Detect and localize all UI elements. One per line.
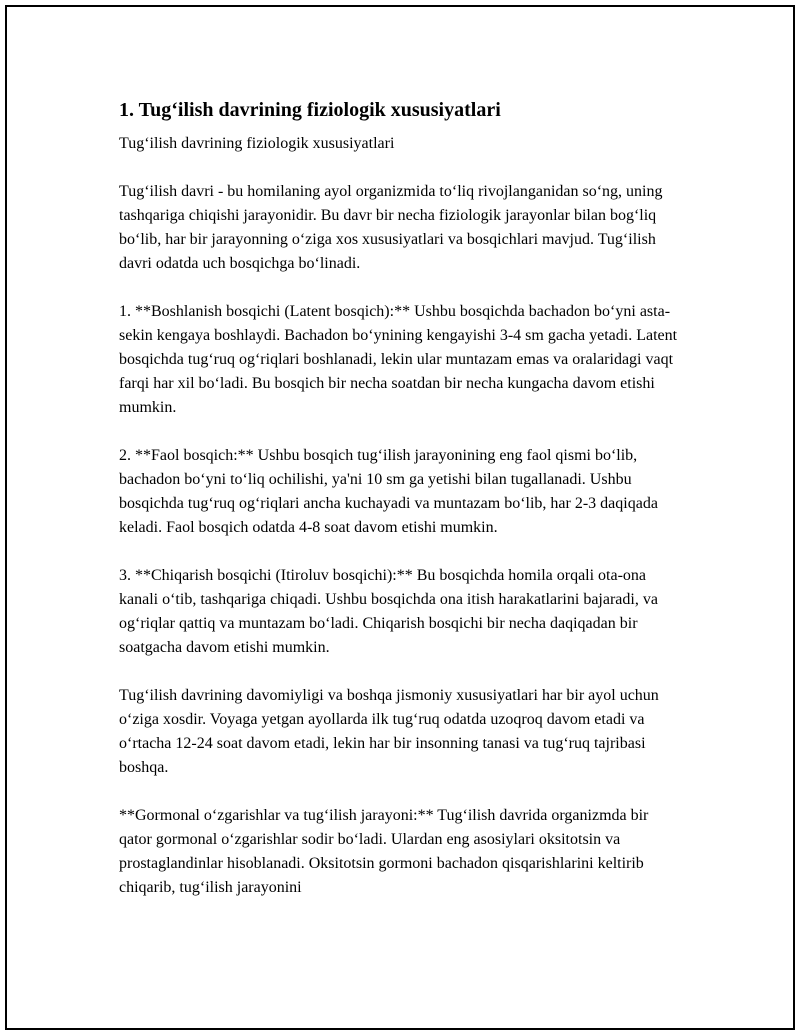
paragraph-duration: Tug‘ilish davrining davomiyligi va boshqa jismoniy xususiyatlari har bir ayol uchun o‘ziga xosdir. Voyaga yetgan ayollarda ilk tug‘ruq odatda uzoqroq davom etadi va o‘rtacha 12-24 soat davom etadi, lekin har bir insonning tanasi va tug‘ruq tajribasi boshqa.	[119, 687, 659, 776]
paragraph-active-stage: 2. **Faol bosqich:** Ushbu bosqich tug‘ilish jarayonining eng faol qismi bo‘lib, bachadon bo‘yni to‘liq ochilishi, ya'ni 10 sm ga yetishi bilan tugallanadi. Ushbu bosqichda tug‘ruq og‘riqlari ancha kuchayadi va muntazam bo‘lib, har 2-3 daqiqada keladi. Faol bosqich odatda 4-8 soat davom etishi mumkin.	[119, 447, 658, 536]
page-frame	[5, 5, 795, 1030]
document-body	[119, 96, 685, 900]
paragraph-intro: Tug‘ilish davri - bu homilaning ayol organizmida to‘liq rivojlanganidan so‘ng, uning tashqariga chiqishi jarayonidir. Bu davr bir necha fiziologik jarayonlar bilan bog‘liq bo‘lib, har bir jarayonning o‘ziga xos xususiyatlari va bosqichlari mavjud. Tug‘ilish davri odatda uch bosqichga bo‘linadi.	[119, 183, 663, 272]
paragraph-latent-stage: 1. **Boshlanish bosqichi (Latent bosqich):** Ushbu bosqichda bachadon bo‘yni asta-sekin kengaya boshlaydi. Bachadon bo‘ynining kengayishi 3-4 sm gacha yetadi. Latent bosqichda tug‘ruq og‘riqlari boshlanadi, lekin ular muntazam emas va oralaridagi vaqt farqi har xil bo‘ladi. Bu bosqich bir necha soatdan bir necha kungacha davom etishi mumkin.	[119, 303, 678, 416]
paragraph-hormonal-changes: **Gormonal o‘zgarishlar va tug‘ilish jarayoni:** Tug‘ilish davrida organizmda bir qator gormonal o‘zgarishlar sodir bo‘ladi. Ulardan eng asosiylari oksitotsin va prostaglandinlar hisoblanadi. Oksitotsin gormoni bachadon qisqarishlarini keltirib chiqarib, tug‘ilish jarayonini	[119, 807, 649, 896]
document-subtitle: Tug‘ilish davrining fiziologik xususiyatlari	[119, 135, 395, 152]
document-title: 1. Tug‘ilish davrining fiziologik xususiyatlari	[119, 99, 501, 121]
paragraph-expulsion-stage: 3. **Chiqarish bosqichi (Itiroluv bosqichi):** Bu bosqichda homila orqali ota-ona kanali o‘tib, tashqariga chiqadi. Ushbu bosqichda ona itish harakatlarini bajaradi, va og‘riqlar qattiq va muntazam bo‘ladi. Chiqarish bosqichi bir necha daqiqadan bir soatgacha davom etishi mumkin.	[119, 567, 658, 656]
